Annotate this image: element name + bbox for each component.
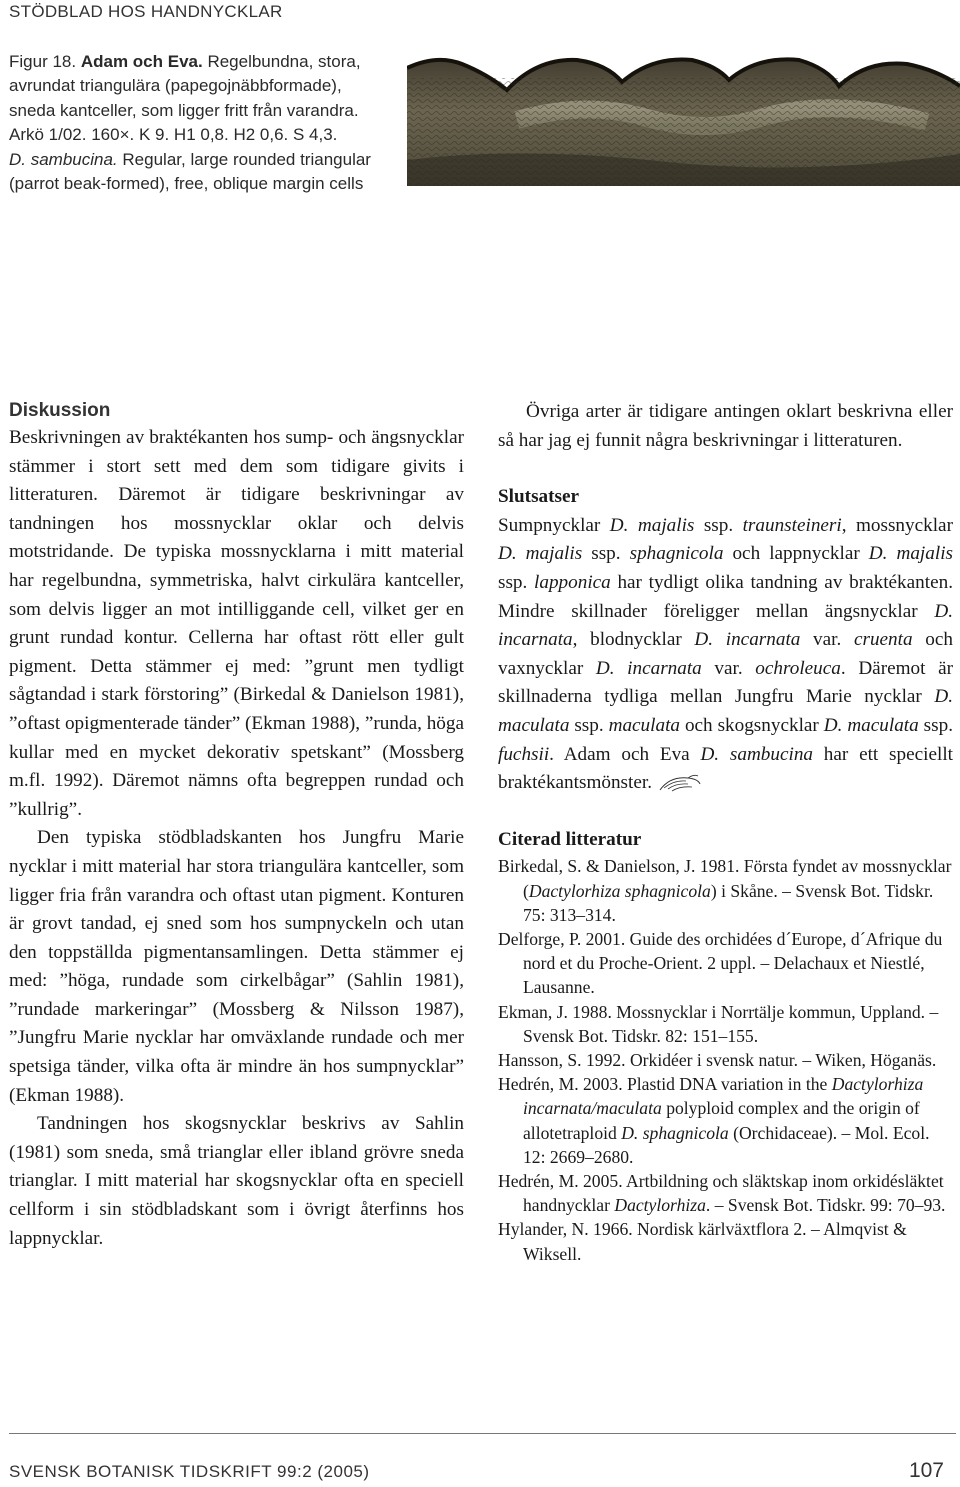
figure-taxon: D. sambucina.: [9, 149, 118, 169]
right-column: [498, 398, 953, 1266]
reference-item: Hedrén, M. 2005. Artbildning och släktskap inom orkidésläktet handnycklar Dactylorhiza. – Svensk Bot. Tidskr. 99: 70–93.: [498, 1170, 946, 1216]
discussion-heading: Diskussion: [9, 400, 111, 421]
figure-caption-english: [9, 148, 389, 197]
references-heading: Citerad litteratur: [498, 828, 642, 850]
reference-list: [498, 854, 953, 1265]
conclusions-paragraph: Sumpnycklar D. majalis ssp. traunsteineri, mossnycklar D. majalis ssp. sphagnicola och lappnycklar D. majalis ssp. lapponica har tydligt olika tandning av braktékanten. Mindre skillnader föreligger mellan ängsnycklar D. incarnata, blodnycklar D. incarnata var. cruenta och vaxnycklar D. incarnata var. ochroleuca. Däremot är skillnaderna tydliga mellan Jungfru Marie nycklar D. maculata ssp. maculata och skogsnycklar D. maculata ssp. fuchsii. Adam och Eva D. sambucina har ett speciellt braktékantsmönster.: [498, 514, 953, 794]
figure-text-en: Regular, large rounded triangular (parrot beak-formed), free, oblique margin cells: [9, 149, 371, 194]
reference-item: Ekman, J. 1988. Mossnycklar i Norrtälje kommun, Uppland. – Svensk Bot. Tidskr. 82: 151–155.: [498, 1001, 939, 1046]
figure-caption-swedish: [9, 50, 389, 148]
figure-text-sv: Regelbundna, stora, avrundat triangulära (papegojnäbbformade), sneda kantceller, som ligger fritt från varandra.: [9, 52, 361, 120]
conclusions-heading: Slutsatser: [498, 486, 580, 508]
micrograph-image: [407, 50, 960, 186]
reference-item: Hedrén, M. 2003. Plastid DNA variation in the Dactylorhiza incarnata/maculata polyploid complex and the origin of allotetraploid D. sphagnicola (Orchidaceae). – Mol. Ecol. 12: 2669–2680.: [498, 1074, 930, 1167]
orchid-sketch-icon: [658, 772, 702, 794]
discussion-paragraph-1: Beskrivningen av braktékanten hos sump- och ängsnycklar stämmer i stort sett med dem som tidigare givits i litteraturen. Däremot är tidigare beskrivningar av tandningen hos mossnycklar oklar och delvis motstridande. De typiska mossnycklarna i mitt material har regelbundna, symmetriska, halvt cirkulära kantceller, som delvis ligger an mot intilliggande cell, vilket ger en grunt rundad kontur. Cellerna har oftast rött eller gult pigment. Detta stämmer ej med: ”grunt men tydligt sågtandad i stark förstoring” (Birkedal & Danielson 1981), ”oftast opigmenterade tänder” (Ekman 1988), ”runda, höga kullar med en mycket dekorativ spetskant” (Mossberg m.fl. 1992). Däremot nämns ofta begreppen rundad och ”kullrig”.: [9, 427, 464, 820]
figure-label: Figur 18.: [9, 52, 77, 71]
reference-item: Hansson, S. 1992. Orkidéer i svensk natur. – Wiken, Höganäs.: [498, 1049, 937, 1070]
footer-journal: SVENSK BOTANISK TIDSKRIFT 99:2 (2005): [9, 1462, 370, 1481]
figure-title: Adam och Eva.: [80, 52, 203, 71]
discussion-paragraph-4: Övriga arter är tidigare antingen oklart beskrivna eller så har jag ej funnit några beskrivningar i litteraturen.: [498, 401, 953, 451]
reference-item: Delforge, P. 2001. Guide des orchidées d´Europe, d´Afrique du nord et du Proche-Orient. 2 uppl. – Delachaux et Niestlé, Lausanne.: [498, 928, 943, 998]
figure-specs: Arkö 1/02. 160×. K 9. H1 0,8. H2 0,6. S 4,3.: [9, 125, 338, 145]
discussion-paragraph-3: Tandningen hos skogsnycklar beskrivs av Sahlin (1981) som sneda, små trianglar eller ibland grövre sneda trianglar. I mitt material har skogsnycklar ofta en speciell cellform i sin stödbladskant som i övrigt återfinns hos lappnycklar.: [9, 1113, 464, 1249]
running-head: STÖDBLAD HOS HANDNYCKLAR: [9, 2, 283, 21]
left-column: [9, 398, 464, 1253]
reference-item: Hylander, N. 1966. Nordisk kärlväxtflora 2. – Almqvist & Wiksell.: [498, 1219, 907, 1264]
footer-rule: [9, 1433, 956, 1434]
discussion-paragraph-2: Den typiska stödbladskanten hos Jungfru Marie nycklar i mitt material har stora triangulära kantceller, som ligger fria från varandra och oftast utan pigment. Konturen är grovt tandad, ej sned som hos sumpnyckeln och utan den toppställda pigmentansamlingen. Detta stämmer ej med: ”höga, rundade som cirkelbågar” (Sahlin 1981), ”rundade markeringar” (Mossberg & Nilsson 1987), ”Jungfru Marie nycklar har omväxlande rundade och mer spetsiga tänder, vilka ofta är mindre än hos sumpnycklar” (Ekman 1988).: [9, 827, 464, 1106]
page-number: 107: [908, 1459, 944, 1482]
figure-caption: [9, 50, 389, 196]
reference-item: Birkedal, S. & Danielson, J. 1981. Första fyndet av mossnycklar (Dactylorhiza sphagnicola) i Skåne. – Svensk Bot. Tidskr. 75: 313–314.: [498, 856, 952, 925]
